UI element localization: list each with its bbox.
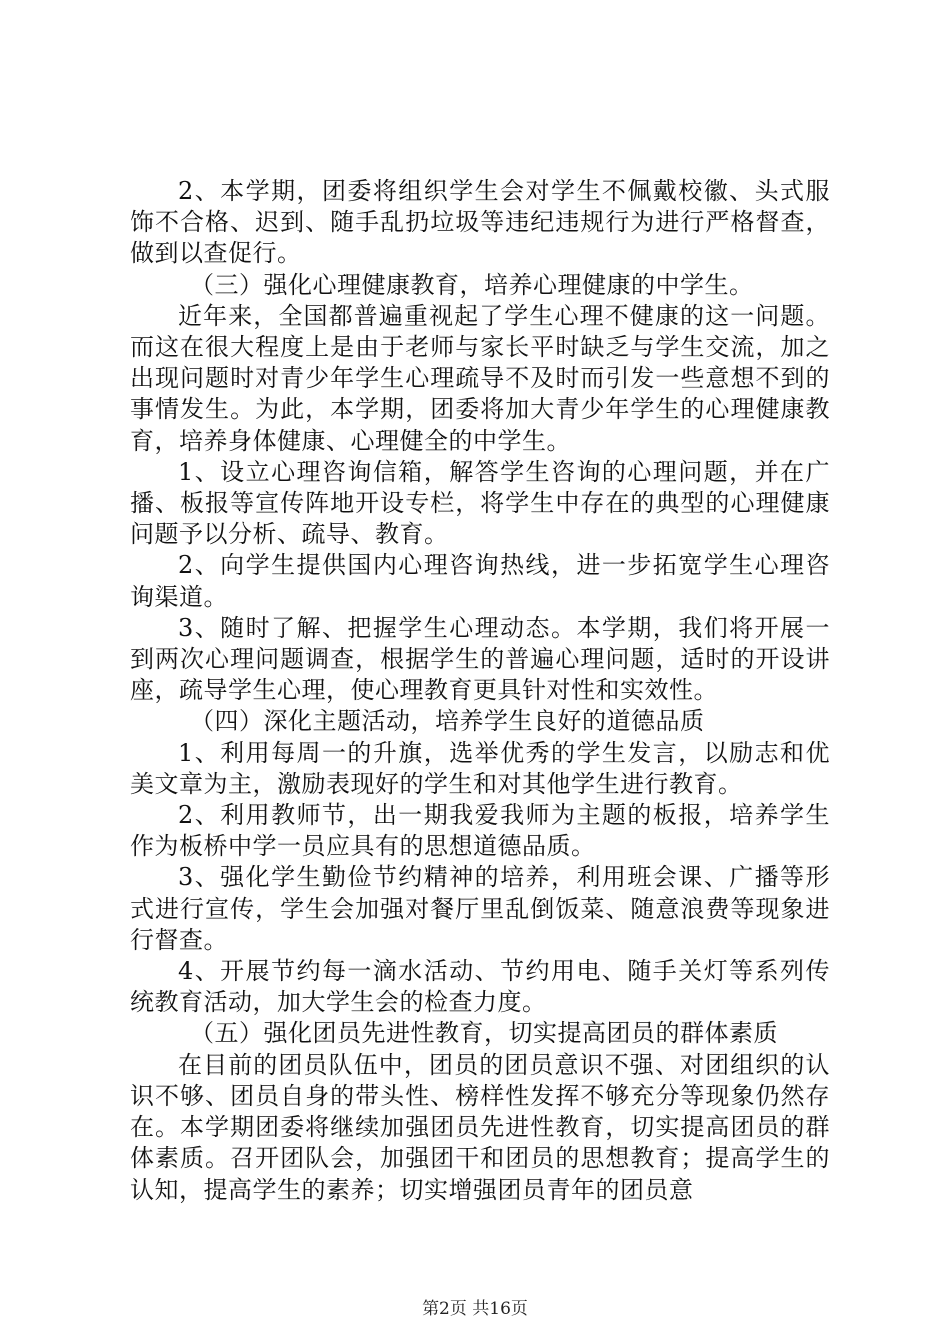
paragraph: 1、设立心理咨询信箱，解答学生咨询的心理问题，并在广播、板报等宣传阵地开设专栏，将学生中存在的典型的心理健康问题予以分析、疏导、教育。 [130, 457, 830, 549]
page-number-footer: 第2页 共16页 [422, 1299, 528, 1319]
document-body [130, 176, 830, 1206]
paragraph: 1、利用每周一的升旗，选举优秀的学生发言，以励志和优美文章为主，激励表现好的学生和对其他学生进行教育。 [130, 738, 830, 798]
paragraph: 2、本学期，团委将组织学生会对学生不佩戴校徽、头式服饰不合格、迟到、随手乱扔垃圾等违纪违规行为进行严格督查，做到以查促行。 [130, 177, 830, 268]
section-heading: （五）强化团员先进性教育，切实提高团员的群体素质 [190, 1019, 778, 1048]
paragraph: 2、向学生提供国内心理咨询热线，进一步拓宽学生心理咨询渠道。 [130, 551, 830, 611]
paragraph: 2、利用教师节，出一期我爱我师为主题的板报，培养学生作为板桥中学一员应具有的思想道德品质。 [130, 801, 830, 861]
paragraph: 在目前的团员队伍中，团员的团员意识不强、对团组织的认识不够、团员自身的带头性、榜样性发挥不够充分等现象仍然存在。本学期团委将继续加强团员先进性教育，切实提高团员的群体素质。召开团队会，加强团干和团员的思想教育；提高学生的认知，提高学生的素养；切实增强团员青年的团员意 [130, 1050, 830, 1204]
section-heading: （四）深化主题活动，培养学生良好的道德品质 [190, 707, 705, 736]
paragraph: 近年来，全国都普遍重视起了学生心理不健康的这一问题。而这在很大程度上是由于老师与家长平时缺乏与学生交流，加之出现问题时对青少年学生心理疏导不及时而引发一些意想不到的事情发生。为此，本学期，团委将加大青少年学生的心理健康教育，培养身体健康、心理健全的中学生。 [130, 301, 830, 455]
paragraph: 4、开展节约每一滴水活动、节约用电、随手关灯等系列传统教育活动，加大学生会的检查力度。 [130, 957, 830, 1017]
paragraph: 3、强化学生勤俭节约精神的培养，利用班会课、广播等形式进行宣传，学生会加强对餐厅里乱倒饭菜、随意浪费等现象进行督查。 [130, 863, 830, 954]
section-heading: （三）强化心理健康教育，培养心理健康的中学生。 [190, 270, 754, 299]
paragraph: 3、随时了解、把握学生心理动态。本学期，我们将开展一到两次心理问题调查，根据学生的普遍心理问题，适时的开设讲座，疏导学生心理，使心理教育更具针对性和实效性。 [130, 613, 830, 705]
